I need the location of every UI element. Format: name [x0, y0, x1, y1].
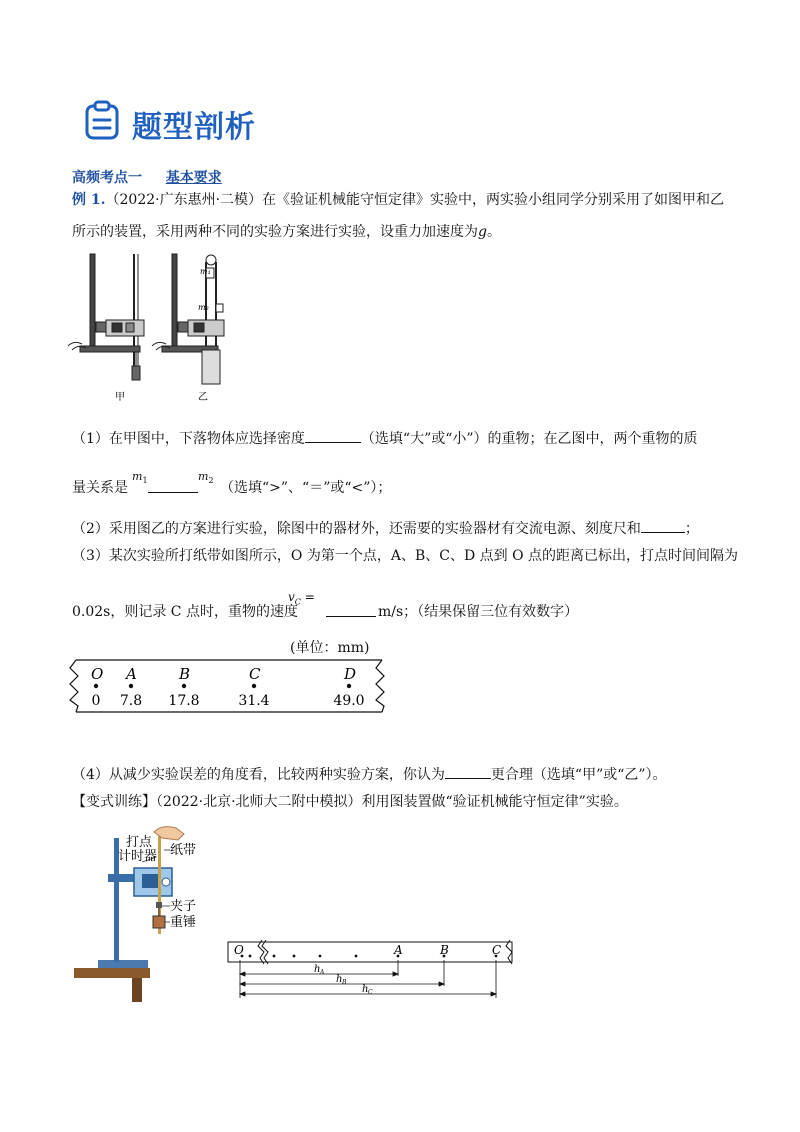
answer-blank-2[interactable]	[641, 518, 685, 533]
gravity-symbol: g	[478, 224, 487, 240]
tape2-hB-sub: B	[342, 979, 347, 986]
tape2-point-A: A	[394, 943, 403, 957]
tape2-hC-h: h	[362, 984, 369, 995]
timer-label-1: 打点	[126, 835, 153, 850]
tape1-dot-A	[129, 684, 133, 688]
tape1-point-D: D	[344, 665, 357, 683]
question-1-line-2-end: （选填“>”、“＝”或“<”）；	[220, 480, 392, 496]
answer-blank-1b[interactable]	[148, 492, 198, 493]
section-topic: 基本要求	[165, 170, 222, 186]
question-4: （4）从减少实验误差的角度看，比较两种实验方案，你认为 更合理（选填“甲”或“乙”）。	[72, 764, 667, 785]
paper-tape-2	[226, 936, 516, 1002]
example-label: 例 1.	[72, 192, 106, 208]
m2-symbol: $m_2$	[198, 470, 214, 486]
timer-label-2: 计时器	[118, 849, 158, 864]
variant-training: 【变式训练】（2022·北京·北师大二附中模拟）利用图装置做“验证机械能守恒定律”实验。	[72, 794, 628, 810]
tape2-hA-sub: A	[320, 969, 325, 976]
tape1-value-O: 0	[91, 693, 101, 709]
tape2-point-C: C	[492, 943, 502, 957]
header-icon-box	[84, 100, 120, 140]
tape2-hB-h: h	[336, 974, 343, 985]
question-3-unit: m/s；（结果保留三位有效数字）	[378, 604, 579, 620]
tape1-value-B: 17.8	[168, 693, 200, 709]
m1-symbol: $m_1$	[132, 470, 148, 486]
m1-label: m₁	[200, 267, 211, 276]
paper-tape-1	[64, 654, 394, 718]
clipboard-list-icon	[84, 100, 120, 140]
example-line-2: 所示的装置，采用两种不同的实验方案进行实验，设重力加速度为g。	[72, 224, 501, 240]
paper-tape-label: 纸带	[170, 843, 197, 858]
section-heading	[72, 168, 222, 188]
figure-label-jia: 甲	[115, 392, 125, 403]
tape2-point-O: O	[234, 943, 244, 957]
apparatus-figure-jia-yi	[60, 250, 240, 410]
apparatus-yi	[152, 254, 224, 384]
tape1-dot-C	[252, 684, 256, 688]
tape2-point-B: B	[440, 943, 449, 957]
question-2: （2）采用图乙的方案进行实验，除图中的器材外，还需要的实验器材有交流电源、刻度尺和 ；	[72, 518, 699, 539]
clip-label: 夹子	[170, 899, 197, 914]
tape1-point-O: O	[91, 665, 104, 683]
section-label: 高频考点一	[72, 170, 142, 186]
example-line-1	[72, 190, 724, 210]
question-1-line-2: 量关系是	[72, 480, 128, 496]
tape1-value-C: 31.4	[238, 693, 270, 709]
apparatus-jia	[68, 254, 144, 380]
question-3-line-2: 0.02s，则记录 C 点时，重物的速度	[72, 604, 298, 620]
apparatus-figure-2	[72, 822, 222, 1004]
tape1-point-B: B	[179, 665, 191, 683]
tape1-value-A: 7.8	[119, 693, 143, 709]
weight-label: 重锤	[170, 915, 197, 930]
page-title: 题型剖析	[132, 110, 256, 145]
tape1-dot-D	[347, 684, 351, 688]
tape1-dot-O	[94, 684, 98, 688]
question-1-line-1: （1）在甲图中，下落物体应选择密度 （选填“大”或“小”）的重物；在乙图中，两个重物的质	[72, 428, 698, 449]
velocity-symbol: $v_C$ =	[288, 590, 315, 607]
m2-label: m₂	[198, 303, 209, 312]
tape1-dot-B	[182, 684, 186, 688]
tape2-hA-h: h	[314, 964, 321, 975]
tape2-hC-sub: C	[368, 989, 373, 996]
tape-unit-label: (单位：mm)	[290, 640, 370, 656]
example-text-2: 所示的装置，采用两种不同的实验方案进行实验，设重力加速度为	[72, 224, 478, 240]
tape1-point-C: C	[249, 665, 261, 683]
figure-label-yi: 乙	[198, 392, 208, 403]
answer-blank-1a[interactable]	[305, 428, 361, 443]
question-3-line-1: （3）某次实验所打纸带如图所示，O 为第一个点，A、B、C、D 点到 O 点的距离已标出，打点时间间隔为	[72, 548, 738, 564]
answer-blank-3[interactable]	[326, 616, 376, 617]
tape1-point-A: A	[126, 665, 137, 683]
tape1-value-D: 49.0	[333, 693, 365, 709]
example-text-1: （2022·广东惠州·二模）在《验证机械能守恒定律》实验中，两实验小组同学分别采用了如图甲和乙	[105, 192, 725, 208]
answer-blank-4[interactable]	[445, 764, 491, 779]
